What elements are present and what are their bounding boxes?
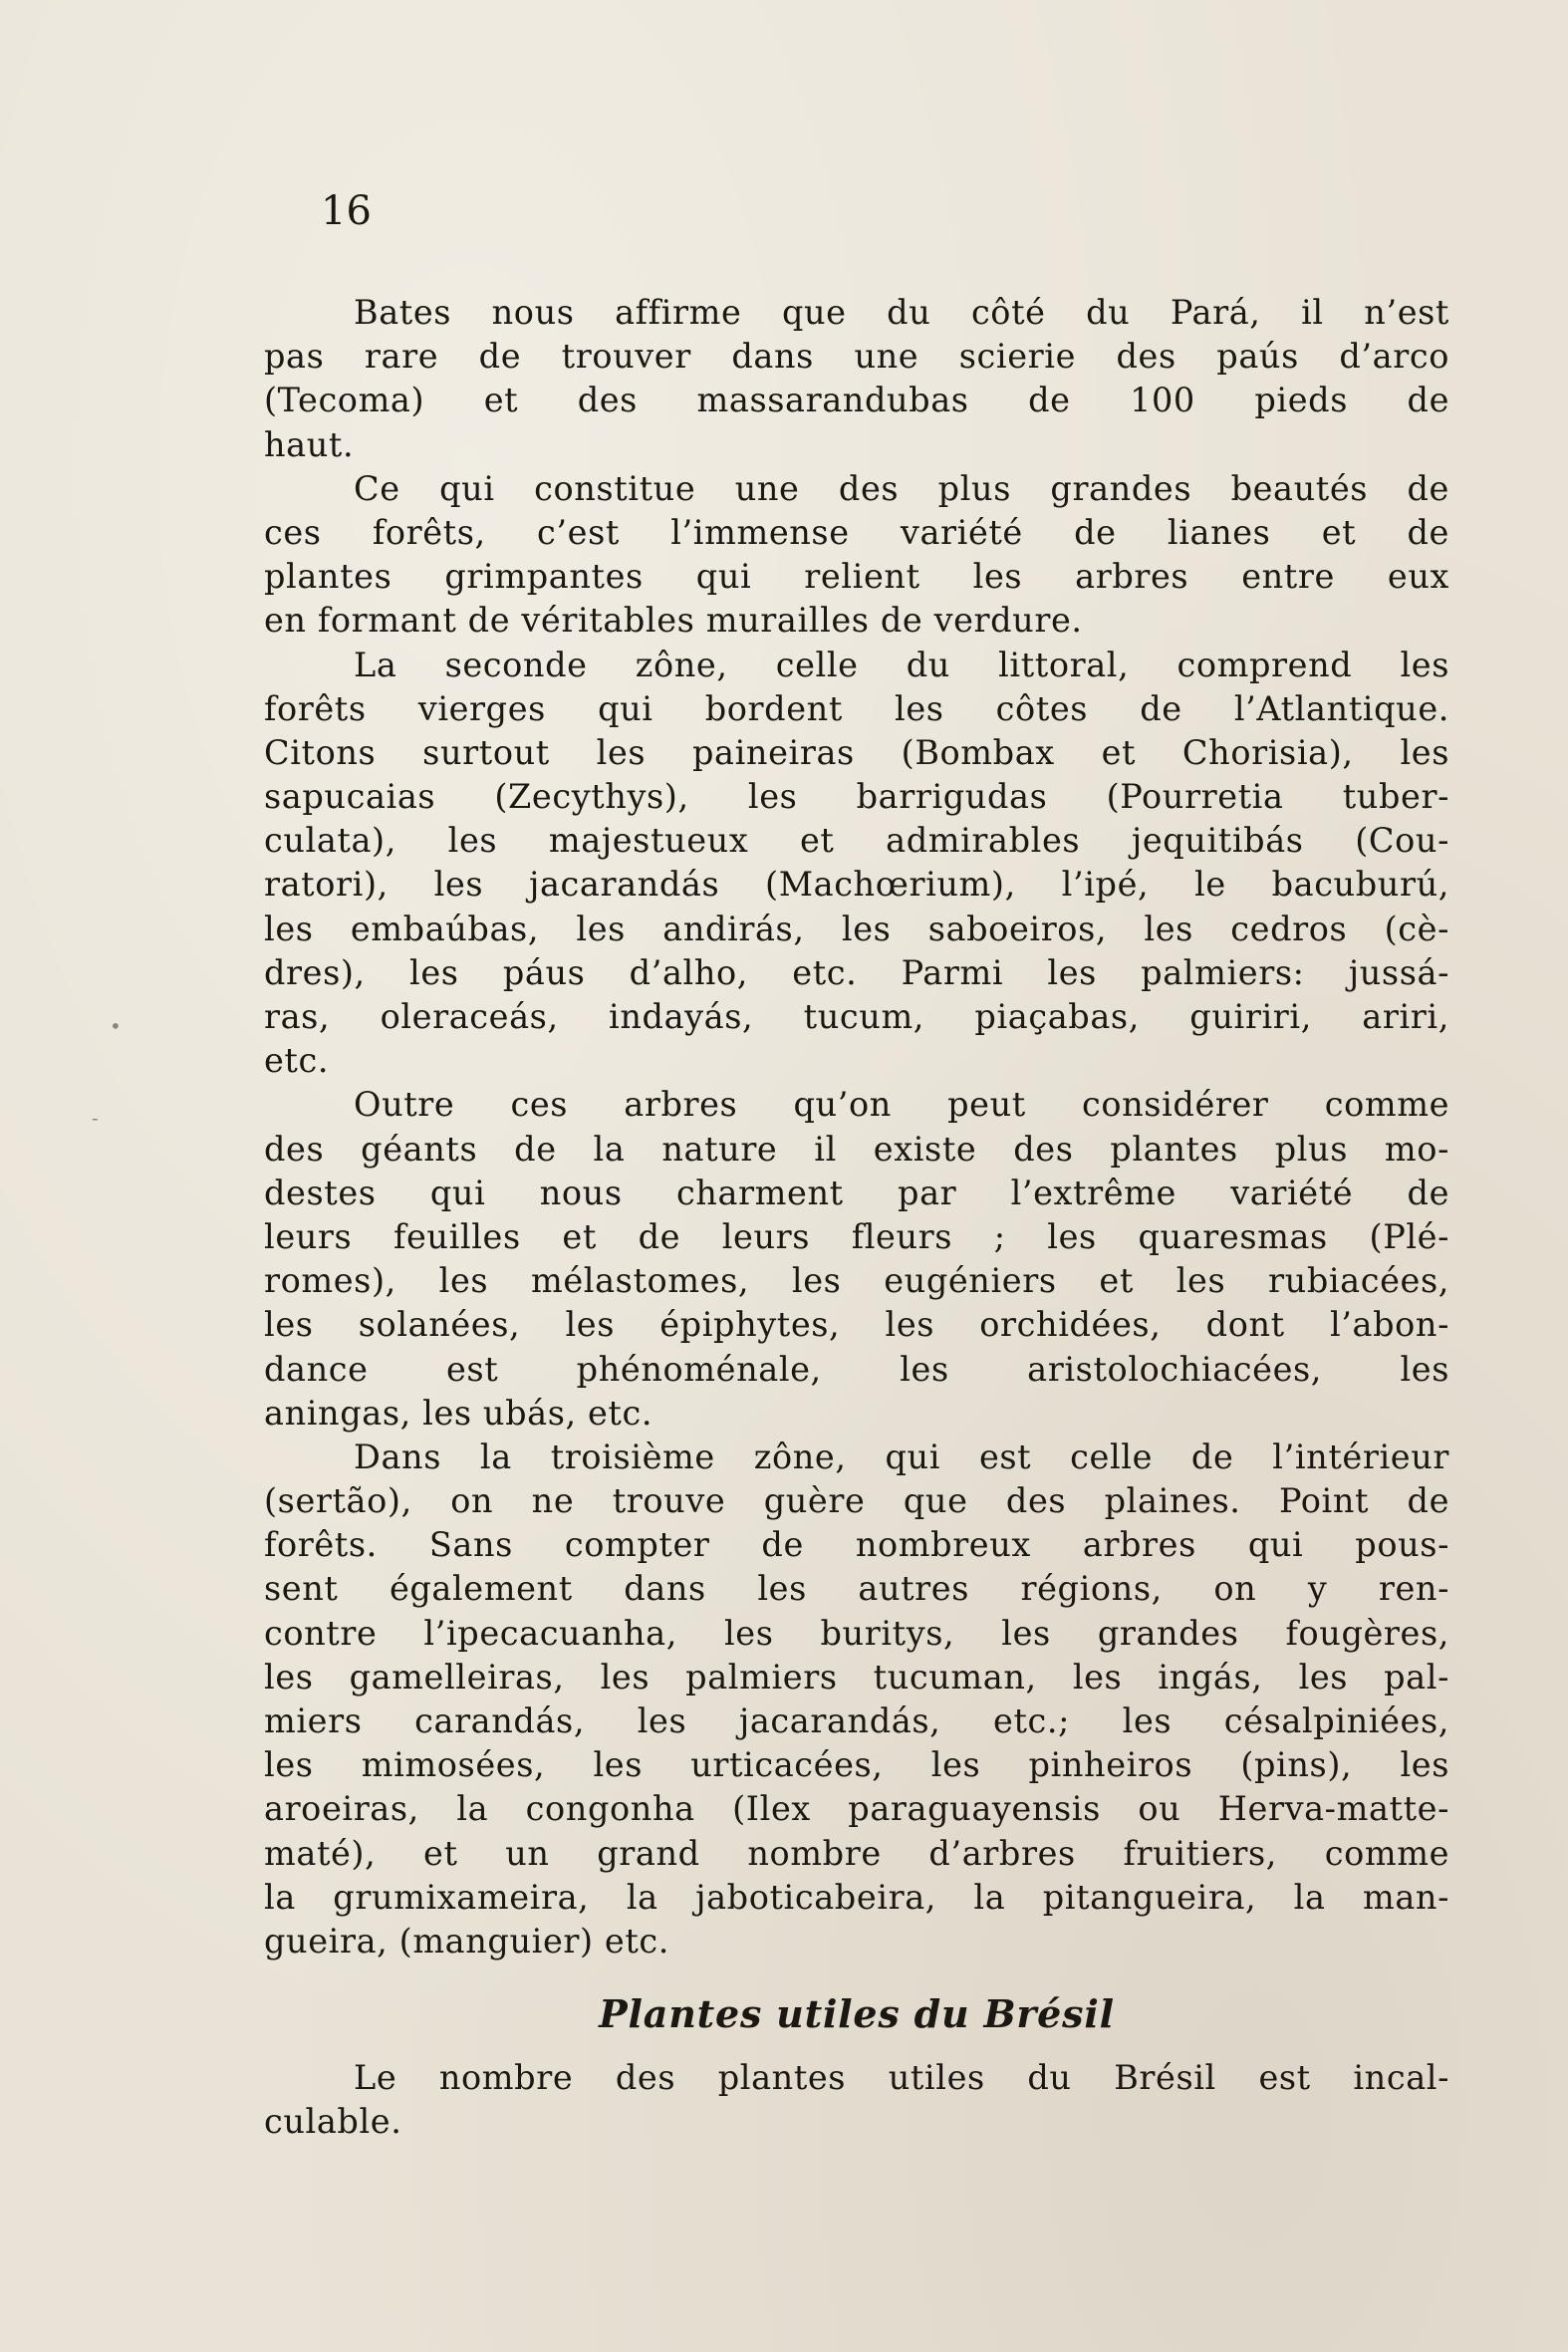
text-line: aroeiras, la congonha (Ilex paraguayensis ou Herva-matte-	[264, 1789, 1449, 1829]
page-number: 16	[321, 188, 372, 234]
text-line: des géants de la nature il existe des plantes plus mo-	[264, 1129, 1449, 1169]
body-text	[264, 291, 1449, 1963]
text-line: romes), les mélastomes, les eugéniers et les rubiacées,	[264, 1261, 1449, 1301]
text-line: (Tecoma) et des massarandubas de 100 pieds de	[264, 381, 1449, 420]
text-line: les embaúbas, les andirás, les saboeiros, les cedros (cè-	[264, 909, 1449, 948]
text-line: la grumixameira, la jaboticabeira, la pitangueira, la man-	[264, 1877, 1449, 1917]
text-line: dance est phénoménale, les aristolochiacées, les	[264, 1349, 1449, 1389]
text-line: Ce qui constitue une des plus grandes beautés de	[354, 468, 1449, 508]
text-line: etc.	[264, 1041, 330, 1081]
text-line: Le nombre des plantes utiles du Brésil est incal-	[354, 2058, 1449, 2097]
closing-text	[264, 2056, 1449, 2144]
text-line: les mimosées, les urticacées, les pinheiros (pins), les	[264, 1745, 1449, 1785]
text-line: sapucaias (Zecythys), les barrigudas (Pourretia tuber-	[264, 777, 1449, 817]
text-line: contre l’ipecacuanha, les buritys, les grandes fougères,	[264, 1613, 1449, 1653]
text-line: maté), et un grand nombre d’arbres fruitiers, comme	[264, 1833, 1449, 1873]
text-line: Outre ces arbres qu’on peut considérer comme	[354, 1085, 1449, 1125]
text-line: aningas, les ubás, etc.	[264, 1393, 653, 1433]
text-line: les gamelleiras, les palmiers tucuman, les ingás, les pal-	[264, 1657, 1449, 1697]
text-line: en formant de véritables murailles de verdure.	[264, 601, 1083, 641]
text-line: Citons surtout les paineiras (Bombax et Chorisia), les	[264, 732, 1449, 772]
text-line: haut.	[264, 424, 355, 464]
section-heading: Plantes utiles du Brésil	[599, 1991, 1115, 2036]
text-line: dres), les páus d’alho, etc. Parmi les palmiers: jussá-	[264, 952, 1449, 992]
margin-dash-mark: -	[92, 1106, 99, 1130]
text-line: culable.	[264, 2102, 402, 2142]
text-line: destes qui nous charment par l’extrême variété de	[264, 1173, 1449, 1212]
text-line: leurs feuilles et de leurs fleurs ; les quaresmas (Plé-	[264, 1216, 1449, 1256]
text-line: pas rare de trouver dans une scierie des paús d’arco	[264, 337, 1449, 377]
text-line: miers carandás, les jacarandás, etc.; les césalpiniées,	[264, 1701, 1449, 1740]
text-line: les solanées, les épiphytes, les orchidées, dont l’abon-	[264, 1305, 1449, 1345]
text-line: culata), les majestueux et admirables jequitibás (Cou-	[264, 821, 1449, 861]
text-line: Bates nous affirme que du côté du Pará, il n’est	[354, 293, 1449, 332]
text-line: ras, oleraceás, indayás, tucum, piaçabas, guiriri, ariri,	[264, 997, 1449, 1036]
text-line: sent également dans les autres régions, on y ren-	[264, 1569, 1449, 1609]
text-line: forêts vierges qui bordent les côtes de l’Atlantique.	[264, 688, 1449, 728]
text-line: forêts. Sans compter de nombreux arbres qui pous-	[264, 1525, 1449, 1565]
text-line: La seconde zône, celle du littoral, comprend les	[354, 645, 1449, 684]
text-line: gueira, (manguier) etc.	[264, 1921, 670, 1960]
text-line: (sertão), on ne trouve guère que des plaines. Point de	[264, 1481, 1449, 1521]
text-line: Dans la troisième zône, qui est celle de l’intérieur	[354, 1437, 1449, 1476]
text-line: ces forêts, c’est l’immense variété de lianes et de	[264, 512, 1449, 552]
text-line: plantes grimpantes qui relient les arbres entre eux	[264, 557, 1449, 597]
margin-dot-mark: •	[110, 1014, 122, 1038]
text-line: ratori), les jacarandás (Machœrium), l’ipé, le bacuburú,	[264, 865, 1449, 905]
